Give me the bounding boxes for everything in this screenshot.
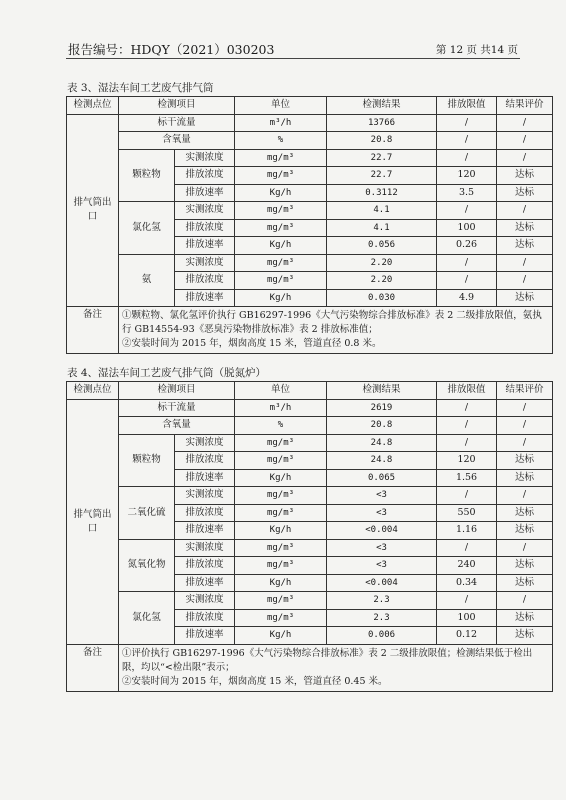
cell-result: 24.8 [327,452,437,470]
cell-limit: / [437,399,497,417]
item-name: 实测浓度 [175,539,235,557]
cell-limit: / [437,487,497,505]
cell-eval: / [497,417,553,435]
cell-result: 22.7 [327,167,437,185]
cell-unit: m³/h [235,114,327,132]
cell-unit: mg/m³ [235,254,327,272]
column-header: 结果评价 [497,97,553,115]
pollutant-name: 二氧化硫 [119,487,175,540]
table-row [67,114,553,132]
column-header: 结果评价 [497,382,553,400]
cell-result: <3 [327,504,437,522]
cell-result: 2.3 [327,609,437,627]
item-name: 实测浓度 [175,434,235,452]
cell-limit: / [437,272,497,290]
item-name: 排放浓度 [175,609,235,627]
cell-result: <0.004 [327,522,437,540]
note-line: ①颗粒物、氯化氢评价执行 GB16297-1996《大气污染物综合排放标准》表 2 二级排放限值，氨执行 GB14554-93《恶臭污染物排放标准》表 2 排放标准值； [122,310,542,335]
item-name: 排放速率 [175,522,235,540]
cell-unit: Kg/h [235,522,327,540]
cell-unit: mg/m³ [235,609,327,627]
sampling-point: 排气筒出口 [67,399,119,644]
cell-limit: 0.26 [437,237,497,255]
cell-unit: % [235,417,327,435]
cell-limit: 100 [437,609,497,627]
cell-limit: / [437,254,497,272]
item-name: 实测浓度 [175,149,235,167]
cell-limit: / [437,149,497,167]
table4 [66,381,553,692]
cell-unit: mg/m³ [235,202,327,220]
cell-eval: / [497,114,553,132]
cell-limit: 3.5 [437,184,497,202]
item-name: 排放浓度 [175,272,235,290]
cell-limit: / [437,114,497,132]
table4-caption: 表 4、湿法车间工艺废气排气筒（脱氮炉） [67,367,267,379]
item-name: 排放浓度 [175,167,235,185]
cell-limit: / [437,592,497,610]
item-name: 排放速率 [175,627,235,645]
item-name: 排放速率 [175,469,235,487]
cell-limit: / [437,417,497,435]
table-row [67,592,553,610]
cell-unit: mg/m³ [235,272,327,290]
item-name: 实测浓度 [175,254,235,272]
cell-unit: Kg/h [235,289,327,307]
column-header: 检测结果 [327,97,437,115]
cell-unit: Kg/h [235,574,327,592]
item-name: 排放速率 [175,237,235,255]
cell-eval: 达标 [497,469,553,487]
cell-unit: mg/m³ [235,219,327,237]
cell-eval: 达标 [497,522,553,540]
report-number: 报告编号：HDQY（2021）030203 [68,42,275,57]
table-row [67,254,553,272]
item-name: 排放速率 [175,289,235,307]
cell-unit: Kg/h [235,237,327,255]
column-header: 检测项目 [119,97,235,115]
notes-row [67,644,553,691]
column-header: 排放限值 [437,97,497,115]
column-header: 检测点位 [67,97,119,115]
column-header: 检测项目 [119,382,235,400]
table3 [66,96,553,354]
cell-result: 4.1 [327,202,437,220]
cell-eval: / [497,434,553,452]
cell-eval: 达标 [497,237,553,255]
note-line: ②安装时间为 2015 年，烟囱高度 15 米，管道直径 0.8 米。 [122,338,382,349]
item-name: 实测浓度 [175,202,235,220]
pollutant-name: 氯化氢 [119,592,175,645]
table-row [67,202,553,220]
item-name: 排放浓度 [175,219,235,237]
cell-eval: / [497,254,553,272]
note-line: ①评价执行 GB16297-1996《大气污染物综合排放标准》表 2 二级排放限值；检测结果低于检出限，均以“<检出限”表示； [122,647,533,673]
pollutant-name: 颗粒物 [119,149,175,202]
table-header-row [67,382,553,400]
cell-result: 20.8 [327,417,437,435]
item-name: 标干流量 [119,399,235,417]
cell-eval: / [497,132,553,150]
cell-unit: % [235,132,327,150]
column-header: 单位 [235,97,327,115]
cell-result: <3 [327,557,437,575]
cell-eval: 达标 [497,609,553,627]
cell-limit: 240 [437,557,497,575]
notes-content [119,644,553,691]
cell-limit: 120 [437,452,497,470]
cell-result: <3 [327,487,437,505]
table-row [67,539,553,557]
cell-limit: / [437,132,497,150]
item-name: 含氧量 [119,132,235,150]
cell-eval: 达标 [497,289,553,307]
cell-limit: / [437,539,497,557]
header-divider [66,58,520,59]
cell-result: 0.3112 [327,184,437,202]
cell-unit: mg/m³ [235,487,327,505]
cell-unit: Kg/h [235,469,327,487]
notes-label: 备注 [67,307,119,354]
table-row [67,417,553,435]
item-name: 排放浓度 [175,557,235,575]
cell-limit: 120 [437,167,497,185]
cell-eval: / [497,487,553,505]
table-row [67,399,553,417]
cell-unit: Kg/h [235,627,327,645]
cell-unit: mg/m³ [235,167,327,185]
cell-limit: 1.56 [437,469,497,487]
cell-unit: mg/m³ [235,539,327,557]
cell-eval: / [497,592,553,610]
notes-label: 备注 [67,644,119,691]
cell-result: 2.20 [327,272,437,290]
cell-result: 0.006 [327,627,437,645]
table-row [67,149,553,167]
cell-eval: 达标 [497,574,553,592]
cell-eval: 达标 [497,167,553,185]
page-number: 第 12 页 共14 页 [435,44,518,56]
notes-content [119,307,553,354]
column-header: 排放限值 [437,382,497,400]
cell-result: <0.004 [327,574,437,592]
cell-limit: 550 [437,504,497,522]
cell-unit: mg/m³ [235,452,327,470]
pollutant-name: 氨 [119,254,175,307]
pollutant-name: 氮氧化物 [119,539,175,592]
table-row [67,487,553,505]
item-name: 排放浓度 [175,452,235,470]
cell-result: 0.056 [327,237,437,255]
cell-result: 22.7 [327,149,437,167]
pollutant-name: 颗粒物 [119,434,175,487]
column-header: 单位 [235,382,327,400]
cell-unit: mg/m³ [235,149,327,167]
item-name: 排放浓度 [175,504,235,522]
cell-unit: m³/h [235,399,327,417]
cell-result: 24.8 [327,434,437,452]
pollutant-name: 氯化氢 [119,202,175,255]
cell-eval: / [497,202,553,220]
item-name: 排放速率 [175,184,235,202]
cell-result: 0.065 [327,469,437,487]
cell-eval: 达标 [497,184,553,202]
cell-result: 13766 [327,114,437,132]
cell-result: 2.3 [327,592,437,610]
column-header: 检测点位 [67,382,119,400]
cell-eval: 达标 [497,219,553,237]
table-row [67,132,553,150]
cell-result: 4.1 [327,219,437,237]
cell-unit: Kg/h [235,184,327,202]
cell-limit: 0.12 [437,627,497,645]
item-name: 实测浓度 [175,592,235,610]
cell-eval: / [497,272,553,290]
cell-result: 2619 [327,399,437,417]
cell-eval: / [497,539,553,557]
cell-eval: 达标 [497,504,553,522]
cell-limit: 0.34 [437,574,497,592]
cell-limit: 4.9 [437,289,497,307]
cell-limit: 100 [437,219,497,237]
note-line: ②安装时间为 2015 年，烟囱高度 15 米，管道直径 0.45 米。 [122,675,388,687]
item-name: 含氧量 [119,417,235,435]
item-name: 实测浓度 [175,487,235,505]
item-name: 排放速率 [175,574,235,592]
cell-limit: / [437,202,497,220]
cell-unit: mg/m³ [235,557,327,575]
cell-limit: / [437,434,497,452]
cell-eval: 达标 [497,452,553,470]
cell-eval: 达标 [497,557,553,575]
cell-eval: 达标 [497,627,553,645]
cell-eval: / [497,149,553,167]
cell-result: <3 [327,539,437,557]
cell-result: 2.20 [327,254,437,272]
sampling-point: 排气筒出口 [67,114,119,307]
table-row [67,434,553,452]
item-name: 标干流量 [119,114,235,132]
cell-result: 20.8 [327,132,437,150]
table-header-row [67,97,553,115]
cell-unit: mg/m³ [235,434,327,452]
notes-row [67,307,553,354]
cell-eval: / [497,399,553,417]
cell-unit: mg/m³ [235,504,327,522]
cell-limit: 1.16 [437,522,497,540]
cell-unit: mg/m³ [235,592,327,610]
column-header: 检测结果 [327,382,437,400]
table3-caption: 表 3、湿法车间工艺废气排气筒 [67,82,214,94]
cell-result: 0.030 [327,289,437,307]
